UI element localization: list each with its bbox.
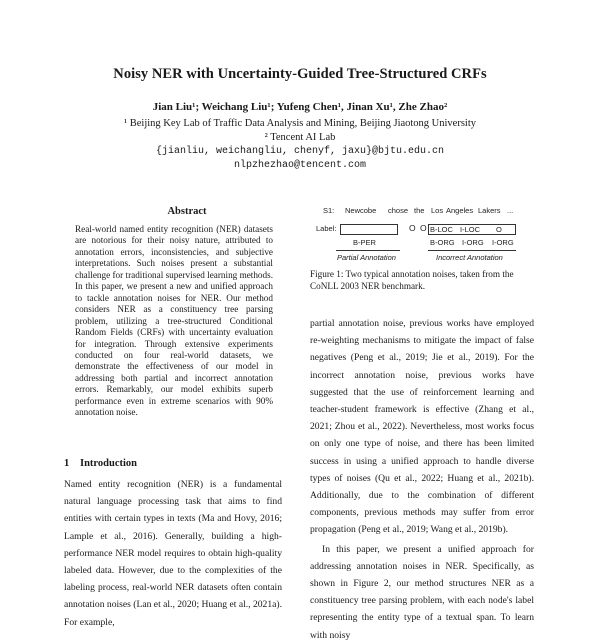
token: ... [507,206,514,215]
tag-top: B-LOC [430,225,453,234]
affiliation-1: ¹ Beijing Key Lab of Traffic Data Analysis and Mining, Beijing Jiaotong University [123,118,477,129]
token: Lakers [478,206,501,215]
author-emails: {jianliu, weichangliu, chenyf, jaxu}@bjtu.edu.cn [155,146,445,157]
outside-mark: O [420,223,427,233]
right-paragraph-2: In this paper, we present a unified approach for addressing annotation noises in NER. Specifically, as shown in Figure 2, our method structures NER as a constituency tree parsing problem, with each node's label representing the entity type of a textual span. To learn with noisy [310,543,534,641]
sentence-label: S1: [323,206,335,215]
tag-bottom: B-PER [353,238,376,247]
section-heading-introduction [64,458,137,469]
tag-top: I-LOC [460,225,481,234]
group-underline [336,250,400,251]
figure-1-caption: Figure 1: Two typical annotation noises, taken from the CoNLL 2003 NER benchmark. [310,269,514,291]
token: Los [431,206,444,215]
abstract-text: Real-world named entity recognition (NER) datasets are notorious for their noisy nature, attributed to annotation errors, inconsistencies, and subjective interpretations. Such noises present a substantial challenge for traditional supervised learning methods. In this paper, we present a new and unified approach to tackle annotation noises for NER. Our method considers NER as a constituency tree parsing problem, utilizing a tree-structured Conditional Random Fields (CRFs) with uncertainty evaluation for integration. Through extensive experiments conducted on four real-world datasets, we demonstrate the effectiveness of our model in addressing both partial and incorrect annotation errors. Remarkably, our model exhibits superb performance even in extreme scenarios with 90% annotation noise. [75,224,273,418]
tag-bottom: I-ORG [462,238,484,247]
corresponding-email: nlpzhezhao@tencent.com [233,160,367,171]
token: Newcobe [345,206,377,215]
paper-title: Noisy NER with Uncertainty-Guided Tree-Structured CRFs [113,66,487,82]
tag-bottom: I-ORG [492,238,514,247]
outside-mark: O [409,223,416,233]
token: Angeles [446,206,474,215]
section-title: Introduction [80,458,137,469]
partial-annotation-box [340,224,398,235]
affiliation-2: ² Tencent AI Lab [264,132,336,143]
token: the [414,206,425,215]
section-number: 1 [64,458,70,469]
author-list: Jian Liu¹; Weichang Liu¹; Yufeng Chen¹, Jinan Xu¹, Zhe Zhao² [152,101,448,113]
label-row-label: Label: [316,224,337,233]
right-paragraph-1: partial annotation noise, previous works have employed re-weighting mechanisms to mitigate the impact of false negatives (Peng et al., 2019; Jie et al., 2019). For the incorrect annotation noise, previous works have suggested that the use of reinforcement learning and teacher-student framework is effective (Zhang et al., 2021; Zhou et al., 2022). Nevertheless, most works focus on only one type of noise, and there has been limited success in using a unified approach to handle diverse types of noises (Qu et al., 2022; Huang et al., 2021b). Additionally, due to the combination of different components, previous methods may suffer from error propagation (Peng et al., 2019; Wang et al., 2019b). [310,318,534,536]
introduction-text: Named entity recognition (NER) is a fundamental natural language processing task that aims to find entities with certain types in texts (Ma and Hovy, 2016; Lample et al., 2016). Generally, building a high-performance NER model requires to obtain high-quality labeled data. However, due to the complexities of the labeling process, real-world NER datasets often contain annotation noises (Lan et al., 2020; Huang et al., 2021a). For example, [64,479,282,628]
abstract-heading: Abstract [167,206,207,217]
group-label-partial: Partial Annotation [337,253,396,262]
right-column-text [310,315,534,644]
group-label-incorrect: Incorrect Annotation [436,253,503,262]
tag-top: O [496,225,502,234]
token: chose [388,206,409,215]
group-underline [428,250,516,251]
tag-bottom: B-ORG [430,238,455,247]
